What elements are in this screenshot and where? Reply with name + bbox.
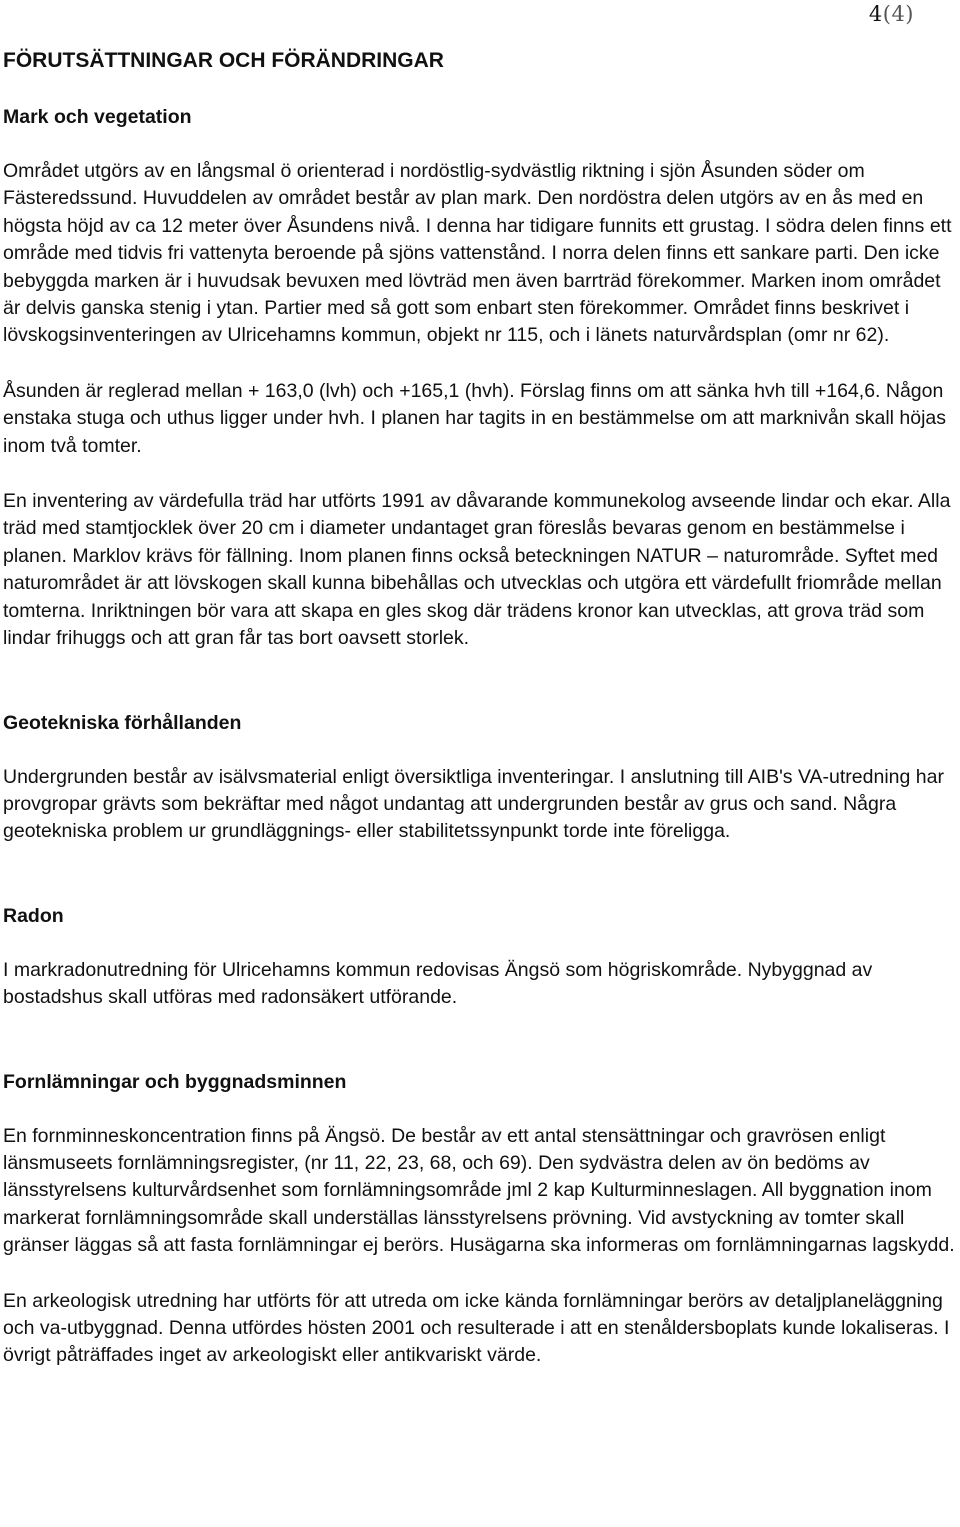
section-paragraph: Åsunden är reglerad mellan + 163,0 (lvh) och +165,1 (hvh). Förslag finns om att sänka hvh till +164,6. Någon enstaka stuga och uthus ligger under hvh. I planen har tagits in en bestämmelse om att marknivån skall höjas inom två tomter.	[3, 379, 947, 457]
section-paragraph: I markradonutredning för Ulricehamns kommun redovisas Ängsö som högriskområde. Nybyggnad av bostadshus skall utföras med radonsäkert utförande.	[3, 958, 873, 1009]
page-number-total: (4)	[882, 2, 914, 26]
section-heading-fornlamningar: Fornlämningar och byggnadsminnen	[3, 1070, 347, 1093]
section-heading-geoteknik: Geotekniska förhållanden	[3, 711, 242, 734]
section-paragraph: En fornminneskoncentration finns på Ängsö. De består av ett antal stensättningar och gravrösen enligt länsmuseets fornlämningsregister, (nr 11, 22, 23, 68, och 69). Den sydvästra delen av ön bedöms av länsstyrelsens kulturvårdsenhet som fornlämningsområde jml 2 kap Kulturminneslagen. All byggnation inom markerat fornlämningsområde skall underställas länsstyrelsens prövning. Vid avstyckning av tomter skall gränser läggas så att fasta fornlämningar ej berörs. Husägarna ska informeras om fornlämningarnas lagskydd.	[3, 1124, 955, 1257]
section-heading-radon: Radon	[3, 904, 64, 927]
section-paragraph: En inventering av värdefulla träd har utförts 1991 av dåvarande kommunekolog avseende lindar och ekar. Alla träd med stamtjocklek över 20 cm i diameter undantaget gran föreslås bevaras genom en bestämmelse i planen. Marklov krävs för fällning. Inom planen finns också beteckningen NATUR – naturområde. Syftet med naturområdet är att lövskogen skall kunna bibehållas och utvecklas och utgöra ett värdefullt friområde mellan tomterna. Inriktningen bör vara att skapa en gles skog där trädens kronor kan utvecklas, att grova träd som lindar frihuggs och att gran får tas bort oavsett storlek.	[3, 490, 951, 650]
page-number-current: 4	[868, 2, 883, 26]
section-paragraph: Området utgörs av en långsmal ö orienterad i nordöstlig-sydvästlig riktning i sjön Åsunden söder om Fästeredssund. Huvuddelen av området består av plan mark. Den nordöstra delen utgörs av en ås med en högsta höjd av ca 12 meter över Åsundens nivå. I denna har tidigare funnits ett grustag. I södra delen finns ett område med tidvis fri vattenyta beroende på sjöns vattenstånd. I norra delen finns ett sankare parti. Den icke bebyggda marken är i huvudsak bevuxen med lövträd men även barrträd förekommer. Marken inom området är delvis ganska stenig i ytan. Partier med så gott som enbart sten förekommer. Området finns beskrivet i lövskogsinventeringen av Ulricehamns kommun, objekt nr 115, och i länets naturvårdsplan (omr nr 62).	[3, 160, 952, 347]
section-paragraph: En arkeologisk utredning har utförts för att utreda om icke kända fornlämningar berörs av detaljplaneläggning och va-utbyggnad. Denna utfördes hösten 2001 och resulterade i att en stenåldersboplats kunde lokaliseras. I övrigt påträffades inget av arkeologiskt eller antikvariskt värde.	[3, 1289, 950, 1367]
section-paragraph: Undergrunden består av isälvsmaterial enligt översiktliga inventeringar. I anslutning till AIB's VA-utredning har provgropar grävts som bekräftar med något undantag att undergrunden består av grus och sand. Några geotekniska problem ur grundläggnings- eller stabilitetssynpunkt torde inte föreligga.	[3, 765, 944, 843]
document-body	[3, 45, 955, 1370]
document-title: FÖRUTSÄTTNINGAR OCH FÖRÄNDRINGAR	[3, 49, 444, 72]
page-number	[869, 0, 914, 28]
section-heading-mark: Mark och vegetation	[3, 106, 192, 128]
